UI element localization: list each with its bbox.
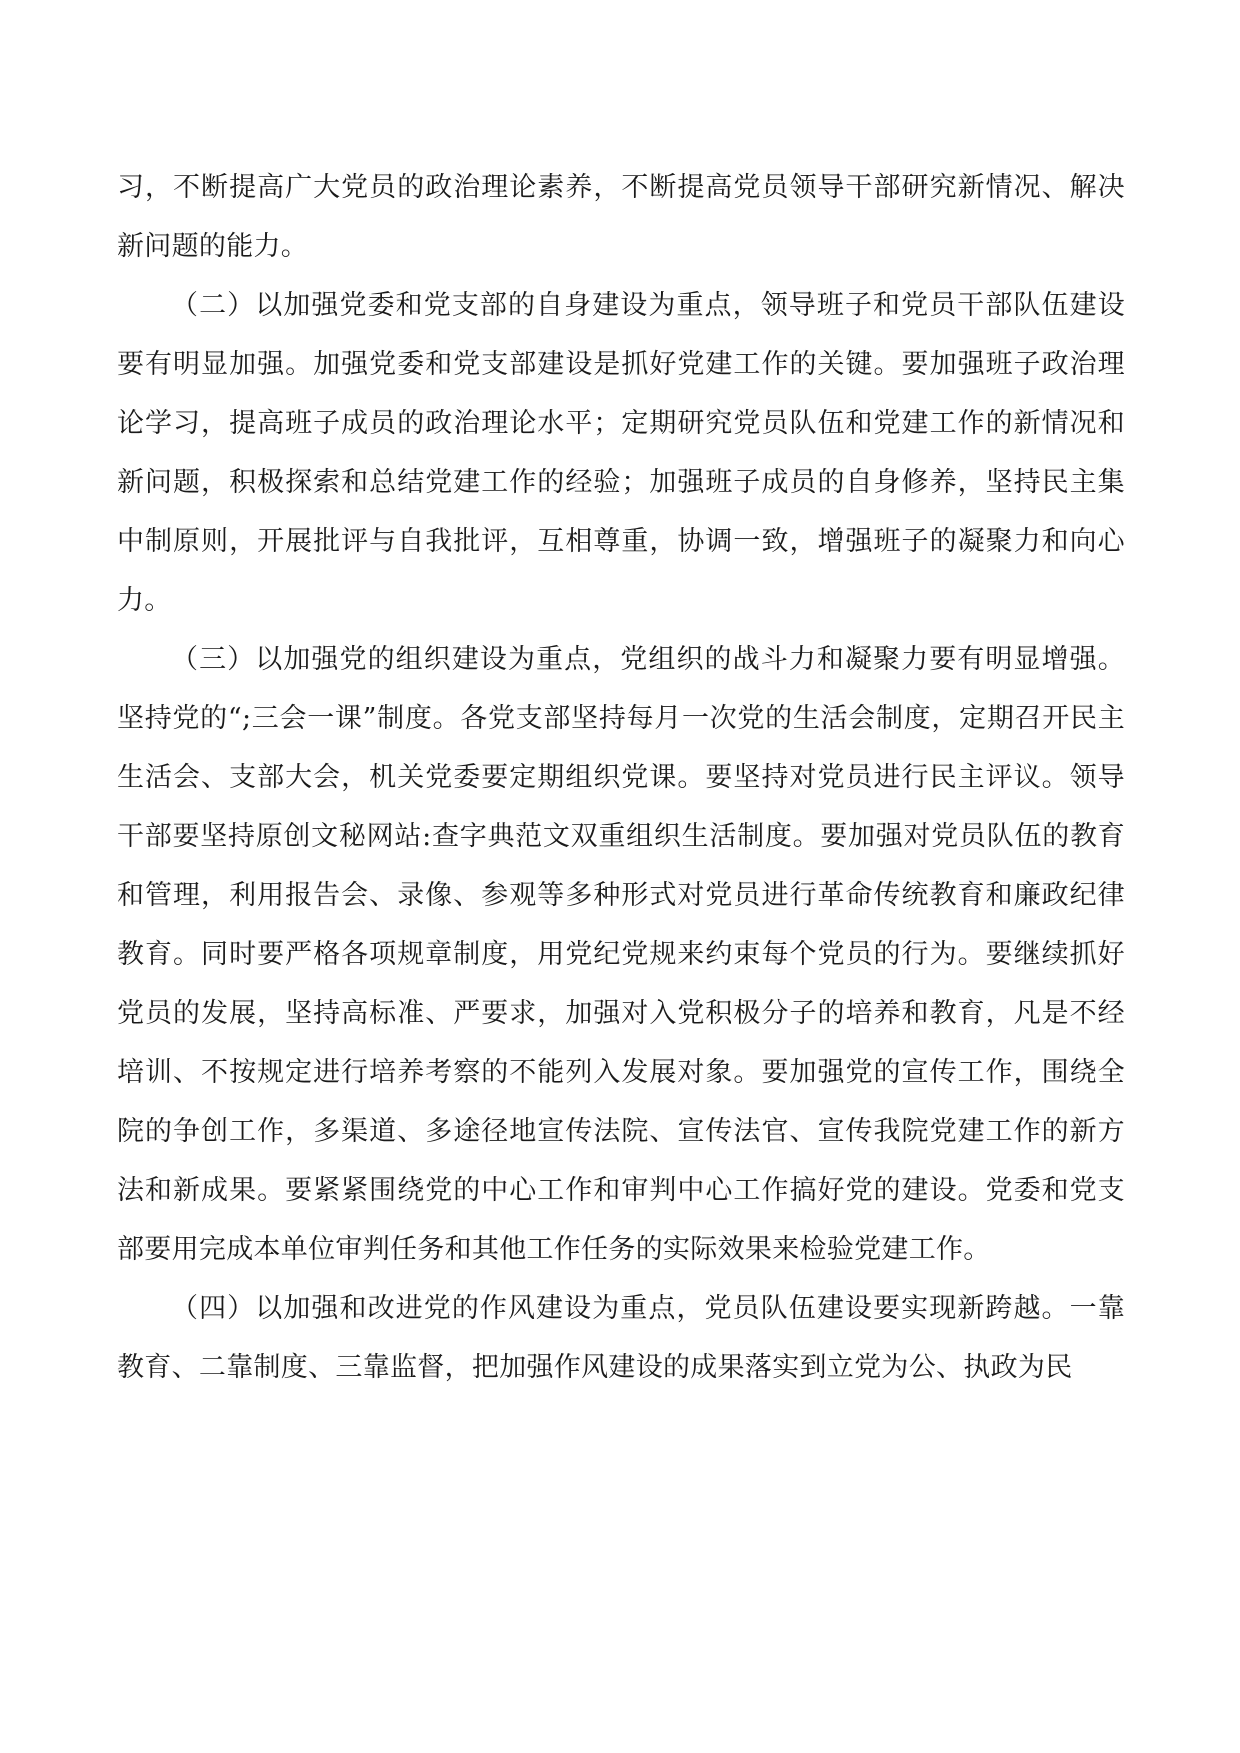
paragraph-section-4: （四）以加强和改进党的作风建设为重点，党员队伍建设要实现新跨越。一靠教育、二靠制度、三靠监督，把加强作风建设的成果落实到立党为公、执政为民 [117,1293,1125,1383]
paragraph-section-2: （二）以加强党委和党支部的自身建设为重点，领导班子和党员干部队伍建设要有明显加强。加强党委和党支部建设是抓好党建工作的关键。要加强班子政治理论学习，提高班子成员的政治理论水平；定期研究党员队伍和党建工作的新情况和新问题，积极探索和总结党建工作的经验；加强班子成员的自身修养，坚持民主集中制原则，开展批评与自我批评，互相尊重，协调一致，增强班子的凝聚力和向心力。 [117,290,1125,616]
paragraph-section-3: （三）以加强党的组织建设为重点，党组织的战斗力和凝聚力要有明显增强。坚持党的“;三会一课”制度。各党支部坚持每月一次党的生活会制度，定期召开民主生活会、支部大会，机关党委要定期组织党课。要坚持对党员进行民主评议。领导干部要坚持原创文秘网站:查字典范文双重组织生活制度。要加强对党员队伍的教育和管理，利用报告会、录像、参观等多种形式对党员进行革命传统教育和廉政纪律教育。同时要严格各项规章制度，用党纪党规来约束每个党员的行为。要继续抓好党员的发展，坚持高标准、严要求，加强对入党积极分子的培养和教育，凡是不经培训、不按规定进行培养考察的不能列入发展对象。要加强党的宣传工作，围绕全院的争创工作，多渠道、多途径地宣传法院、宣传法官、宣传我院党建工作的新方法和新成果。要紧紧围绕党的中心工作和审判中心工作搞好党的建设。党委和党支部要用完成本单位审判任务和其他工作任务的实际效果来检验党建工作。 [117,644,1125,1265]
document-body [117,158,1125,1397]
paragraph-continuation: 习，不断提高广大党员的政治理论素养，不断提高党员领导干部研究新情况、解决新问题的能力。 [117,172,1125,262]
